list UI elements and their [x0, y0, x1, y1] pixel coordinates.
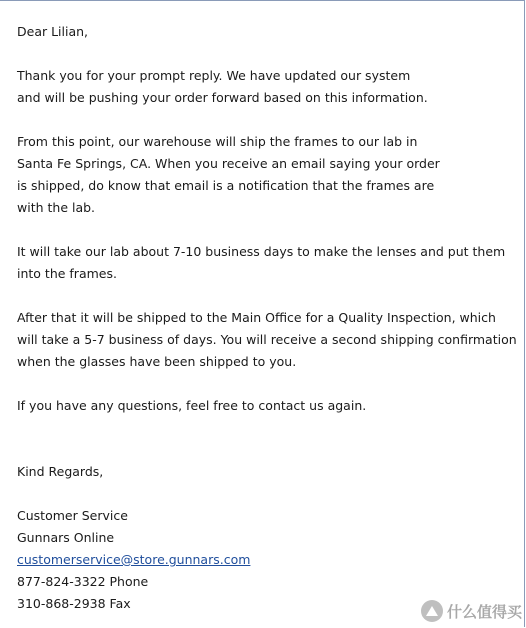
- spacer: [17, 285, 517, 307]
- greeting: Dear Lilian,: [17, 24, 89, 39]
- closing: Kind Regards,: [17, 464, 104, 479]
- spacer: [17, 219, 517, 241]
- paragraph-2-line-4: with the lab.: [17, 200, 96, 215]
- watermark: [421, 600, 522, 622]
- paragraph-4-line-2: will take a 5-7 business of days. You will receive a second shipping confirmation: [17, 332, 517, 347]
- signature-fax: 310-868-2938 Fax: [17, 596, 131, 611]
- signature-company: Gunnars Online: [17, 530, 115, 545]
- spacer: [17, 373, 517, 395]
- paragraph-4-line-3: when the glasses have been shipped to you.: [17, 354, 297, 369]
- paragraph-3-line-1: It will take our lab about 7-10 business days to make the lenses and put them: [17, 244, 506, 259]
- spacer: [17, 43, 517, 65]
- paragraph-5: If you have any questions, feel free to contact us again.: [17, 398, 367, 413]
- watermark-text: 什么值得买: [446, 602, 522, 621]
- signature-department: Customer Service: [17, 508, 128, 523]
- spacer: [17, 483, 517, 505]
- paragraph-1-line-2: and will be pushing your order forward based on this information.: [17, 90, 428, 105]
- smzdm-logo-icon: [421, 600, 443, 622]
- signature-email-line: [17, 549, 517, 571]
- paragraph-4-line-1: After that it will be shipped to the Main Office for a Quality Inspection, which: [17, 310, 496, 325]
- signature-phone: 877-824-3322 Phone: [17, 574, 149, 589]
- spacer: [17, 109, 517, 131]
- email-body: [17, 21, 517, 615]
- paragraph-2-line-3: is shipped, do know that email is a notification that the frames are: [17, 178, 435, 193]
- paragraph-1-line-1: Thank you for your prompt reply. We have updated our system: [17, 68, 411, 83]
- paragraph-2-line-2: Santa Fe Springs, CA. When you receive an email saying your order: [17, 156, 440, 171]
- paragraph-3-line-2: into the frames.: [17, 266, 117, 281]
- spacer: [17, 417, 517, 461]
- paragraph-2-line-1: From this point, our warehouse will ship the frames to our lab in: [17, 134, 418, 149]
- signature-email-link[interactable]: customerservice@store.gunnars.com: [17, 552, 251, 567]
